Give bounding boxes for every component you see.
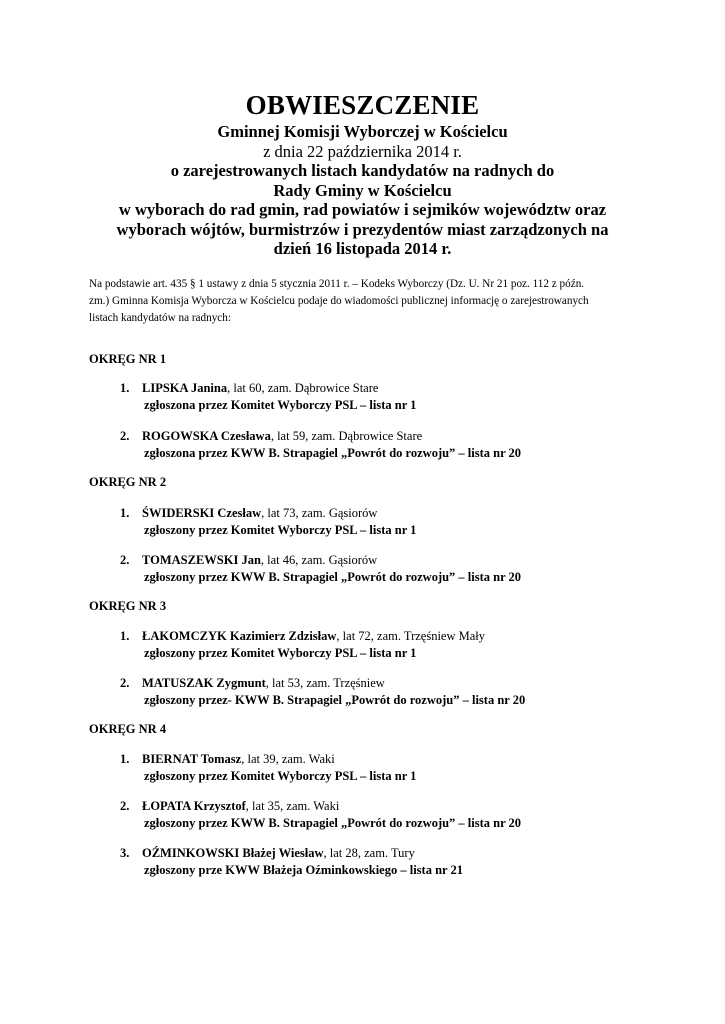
candidate-details: , lat 73, zam. Gąsiorów bbox=[261, 506, 378, 520]
candidate-details: , lat 39, zam. Waki bbox=[241, 752, 335, 766]
district-heading: OKRĘG NR 4 bbox=[89, 722, 167, 736]
candidate-name: MATUSZAK Zygmunt bbox=[142, 676, 266, 690]
candidate-submitted-by: zgłoszony przez Komitet Wyborczy PSL – lista nr 1 bbox=[144, 522, 417, 537]
candidate-details: , lat 46, zam. Gąsiorów bbox=[260, 553, 378, 567]
intro-line: listach kandydatów na radnych: bbox=[89, 312, 231, 324]
candidate-details: , lat 60, zam. Dąbrowice Stare bbox=[227, 381, 379, 395]
intro-line: Na podstawie art. 435 § 1 ustawy z dnia 5 stycznia 2011 r. – Kodeks Wyborczy (Dz. U. Nr 21 poz. 112 z późn. bbox=[89, 278, 585, 290]
candidate-number: 1. bbox=[120, 381, 130, 395]
candidate-name: ŁOPATA Krzysztof bbox=[142, 799, 246, 813]
candidate-submitted-by: zgłoszony przez Komitet Wyborczy PSL – lista nr 1 bbox=[144, 645, 417, 660]
candidate-item bbox=[120, 751, 640, 784]
candidate-name: LIPSKA Janina bbox=[142, 381, 228, 395]
candidate-submitted-by: zgłoszona przez KWW B. Strapagiel „Powrót do rozwoju” – lista nr 20 bbox=[144, 445, 522, 460]
candidate-item bbox=[120, 675, 640, 708]
candidate-name: TOMASZEWSKI Jan bbox=[142, 553, 261, 567]
district-heading: OKRĘG NR 2 bbox=[89, 475, 167, 489]
candidate-submitted-by: zgłoszony przez KWW B. Strapagiel „Powrót do rozwoju” – lista nr 20 bbox=[144, 815, 522, 830]
header-committee: Gminnej Komisji Wyborczej w Kościelcu bbox=[217, 122, 508, 141]
candidate-number: 3. bbox=[120, 846, 130, 860]
candidate-name: OŹMINKOWSKI Błażej Wiesław bbox=[142, 846, 324, 860]
document-title: OBWIESZCZENIE bbox=[245, 90, 480, 120]
header-subject-1: o zarejestrowanych listach kandydatów na radnych do bbox=[170, 161, 555, 180]
candidate-name: ŁAKOMCZYK Kazimierz Zdzisław bbox=[142, 629, 337, 643]
candidate-item bbox=[120, 428, 640, 461]
intro-paragraph bbox=[89, 276, 649, 327]
candidate-details: , lat 53, zam. Trzęśniew bbox=[265, 676, 385, 690]
intro-line: zm.) Gminna Komisja Wyborcza w Kościelcu podaje do wiadomości publicznej informację o zarejestrowanych bbox=[89, 295, 589, 307]
candidate-item bbox=[120, 505, 640, 538]
candidate-number: 2. bbox=[120, 676, 130, 690]
candidate-item bbox=[120, 798, 640, 831]
candidate-name: ŚWIDERSKI Czesław bbox=[142, 506, 262, 520]
candidate-details: , lat 59, zam. Dąbrowice Stare bbox=[270, 429, 423, 443]
candidate-details: , lat 72, zam. Trzęśniew Mały bbox=[336, 629, 486, 643]
candidate-name: ROGOWSKA Czesława bbox=[142, 429, 271, 443]
candidate-number: 2. bbox=[120, 429, 130, 443]
district-heading: OKRĘG NR 1 bbox=[89, 352, 167, 366]
candidate-number: 2. bbox=[120, 553, 130, 567]
candidate-number: 1. bbox=[120, 506, 130, 520]
candidate-submitted-by: zgłoszony przez KWW B. Strapagiel „Powrót do rozwoju” – lista nr 20 bbox=[144, 569, 522, 584]
candidate-submitted-by: zgłoszony przez Komitet Wyborczy PSL – lista nr 1 bbox=[144, 768, 417, 783]
candidate-name: BIERNAT Tomasz bbox=[142, 752, 242, 766]
district-heading: OKRĘG NR 3 bbox=[89, 599, 167, 613]
candidate-number: 1. bbox=[120, 752, 130, 766]
header-date: z dnia 22 października 2014 r. bbox=[263, 141, 462, 161]
candidate-item bbox=[120, 552, 640, 585]
candidate-submitted-by: zgłoszona przez Komitet Wyborczy PSL – lista nr 1 bbox=[144, 397, 417, 412]
candidate-number: 1. bbox=[120, 629, 130, 643]
candidate-item bbox=[120, 380, 640, 413]
candidate-item bbox=[120, 628, 640, 661]
candidate-item bbox=[120, 845, 640, 878]
candidate-submitted-by: zgłoszony prze KWW Błażeja Oźminkowskiego – lista nr 21 bbox=[144, 862, 463, 877]
candidate-submitted-by: zgłoszony przez- KWW B. Strapagiel „Powrót do rozwoju” – lista nr 20 bbox=[144, 692, 526, 707]
header-subject-4: wyborach wójtów, burmistrzów i prezydentów miast zarządzonych na bbox=[116, 219, 609, 239]
candidate-details: , lat 35, zam. Waki bbox=[245, 799, 340, 813]
header-subject-3: w wyborach do rad gmin, rad powiatów i sejmików województw oraz bbox=[118, 200, 607, 219]
candidate-number: 2. bbox=[120, 799, 130, 813]
candidate-details: , lat 28, zam. Tury bbox=[323, 846, 415, 860]
header-subject-5: dzień 16 listopada 2014 r. bbox=[273, 239, 452, 258]
header-subject-2: Rady Gminy w Kościelcu bbox=[273, 180, 452, 200]
document-header bbox=[0, 88, 725, 259]
